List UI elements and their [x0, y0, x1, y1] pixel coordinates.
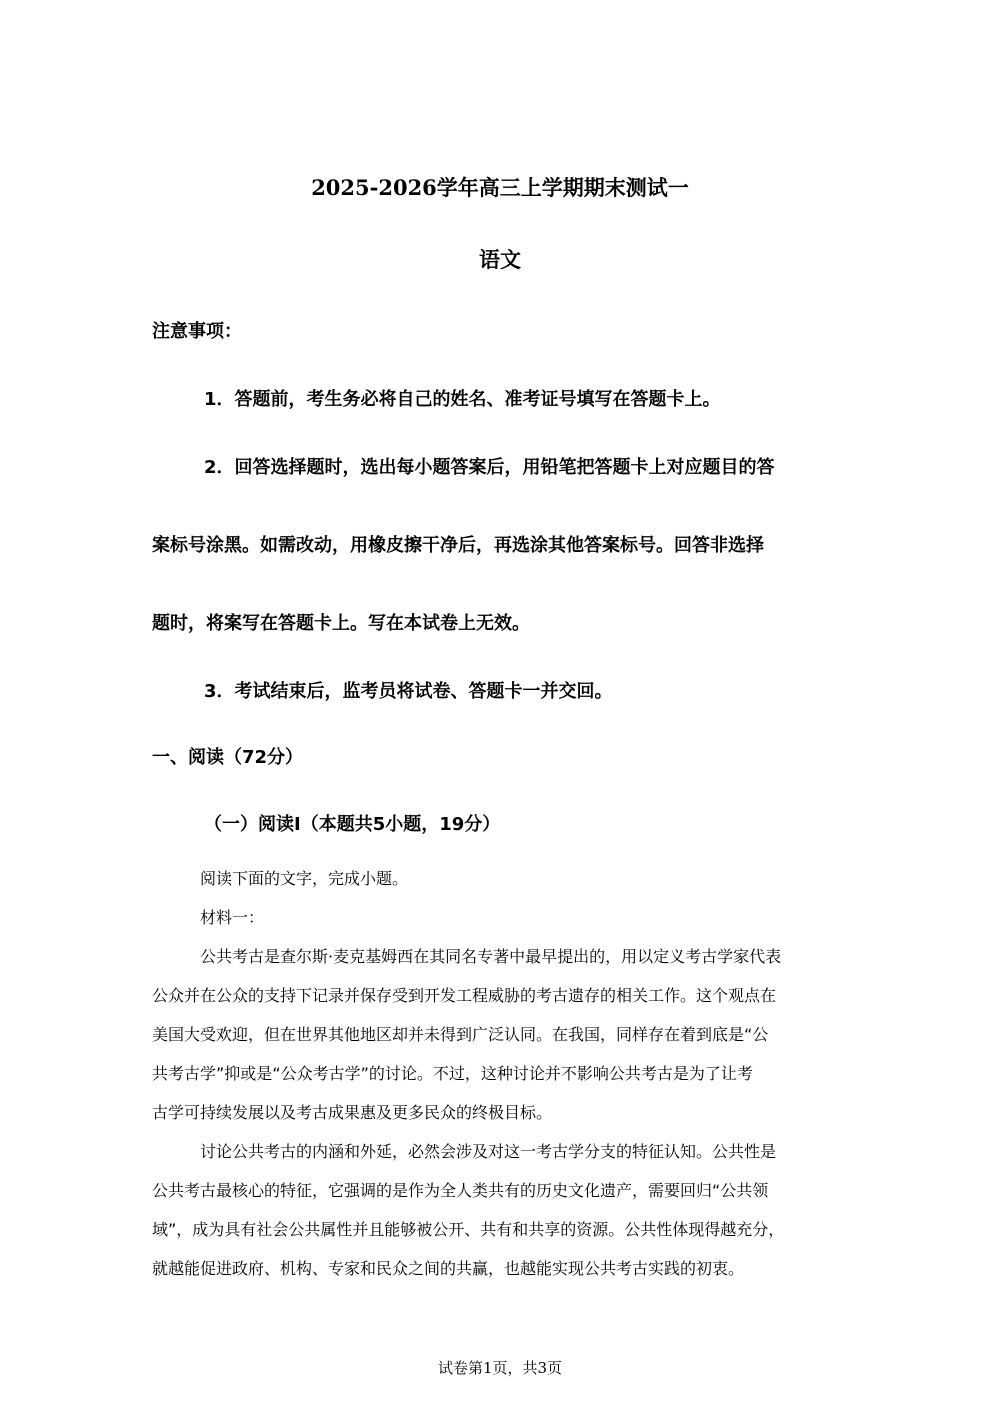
paragraph-1-line: 古学可持续发展以及考古成果惠及更多民众的终极目标。: [152, 1103, 553, 1122]
paragraph-1-line: 共考古学”抑或是“公众考古学”的讨论。不过，这种讨论并不影响公共考古是为了让考: [152, 1064, 753, 1083]
paragraph-2-line: 就越能促进政府、机构、专家和民众之间的共赢，也越能实现公共考古实践的初衷。: [152, 1259, 745, 1278]
section-heading: 一、阅读（72分）: [152, 747, 304, 768]
paragraph-2-line: 讨论公共考古的内涵和外延，必然会涉及对这一考古学分支的特征认知。公共性是: [200, 1142, 777, 1161]
notice-item-1: 1．答题前，考生务必将自己的姓名、准考证号填写在答题卡上。: [204, 389, 721, 410]
paragraph-1-line: 公众并在公众的支持下记录并保存受到开发工程威胁的考古遗存的相关工作。这个观点在: [152, 986, 777, 1005]
notice-item-3: 3．考试结束后，监考员将试卷、答题卡一并交回。: [204, 681, 613, 702]
subsection-heading: （一）阅读Ⅰ（本题共5小题，19分）: [204, 814, 501, 835]
page-footer: 试卷第1页，共3页: [437, 1359, 563, 1377]
notice-item-2-line-2: 案标号涂黑。如需改动，用橡皮擦干净后，再选涂其他答案标号。回答非选择: [152, 535, 764, 556]
material-label: 材料一：: [200, 908, 265, 927]
notice-heading: 注意事项：: [152, 321, 242, 342]
paragraph-1-line: 公共考古是查尔斯·麦克基姆西在其同名专著中最早提出的，用以定义考古学家代表: [200, 947, 782, 966]
notice-item-2-line-3: 题时，将案写在答题卡上。写在本试卷上无效。: [152, 613, 530, 634]
notice-item-2-line-1: 2．回答选择题时，选出每小题答案后，用铅笔把答题卡上对应题目的答: [204, 457, 775, 478]
exam-title: 2025-2026学年高三上学期期末测试一: [311, 175, 689, 200]
paragraph-2-line: 公共考古最核心的特征，它强调的是作为全人类共有的历史文化遗产，需要回归“公共领: [152, 1181, 769, 1200]
subject-title: 语文: [479, 247, 521, 272]
reading-instruction: 阅读下面的文字，完成小题。: [200, 869, 409, 888]
paragraph-1-line: 美国大受欢迎，但在世界其他地区却并未得到广泛认同。在我国，同样存在着到底是“公: [152, 1025, 769, 1044]
paragraph-2-line: 域”，成为具有社会公共属性并且能够被公开、共有和共享的资源。公共性体现得越充分，: [152, 1220, 785, 1239]
